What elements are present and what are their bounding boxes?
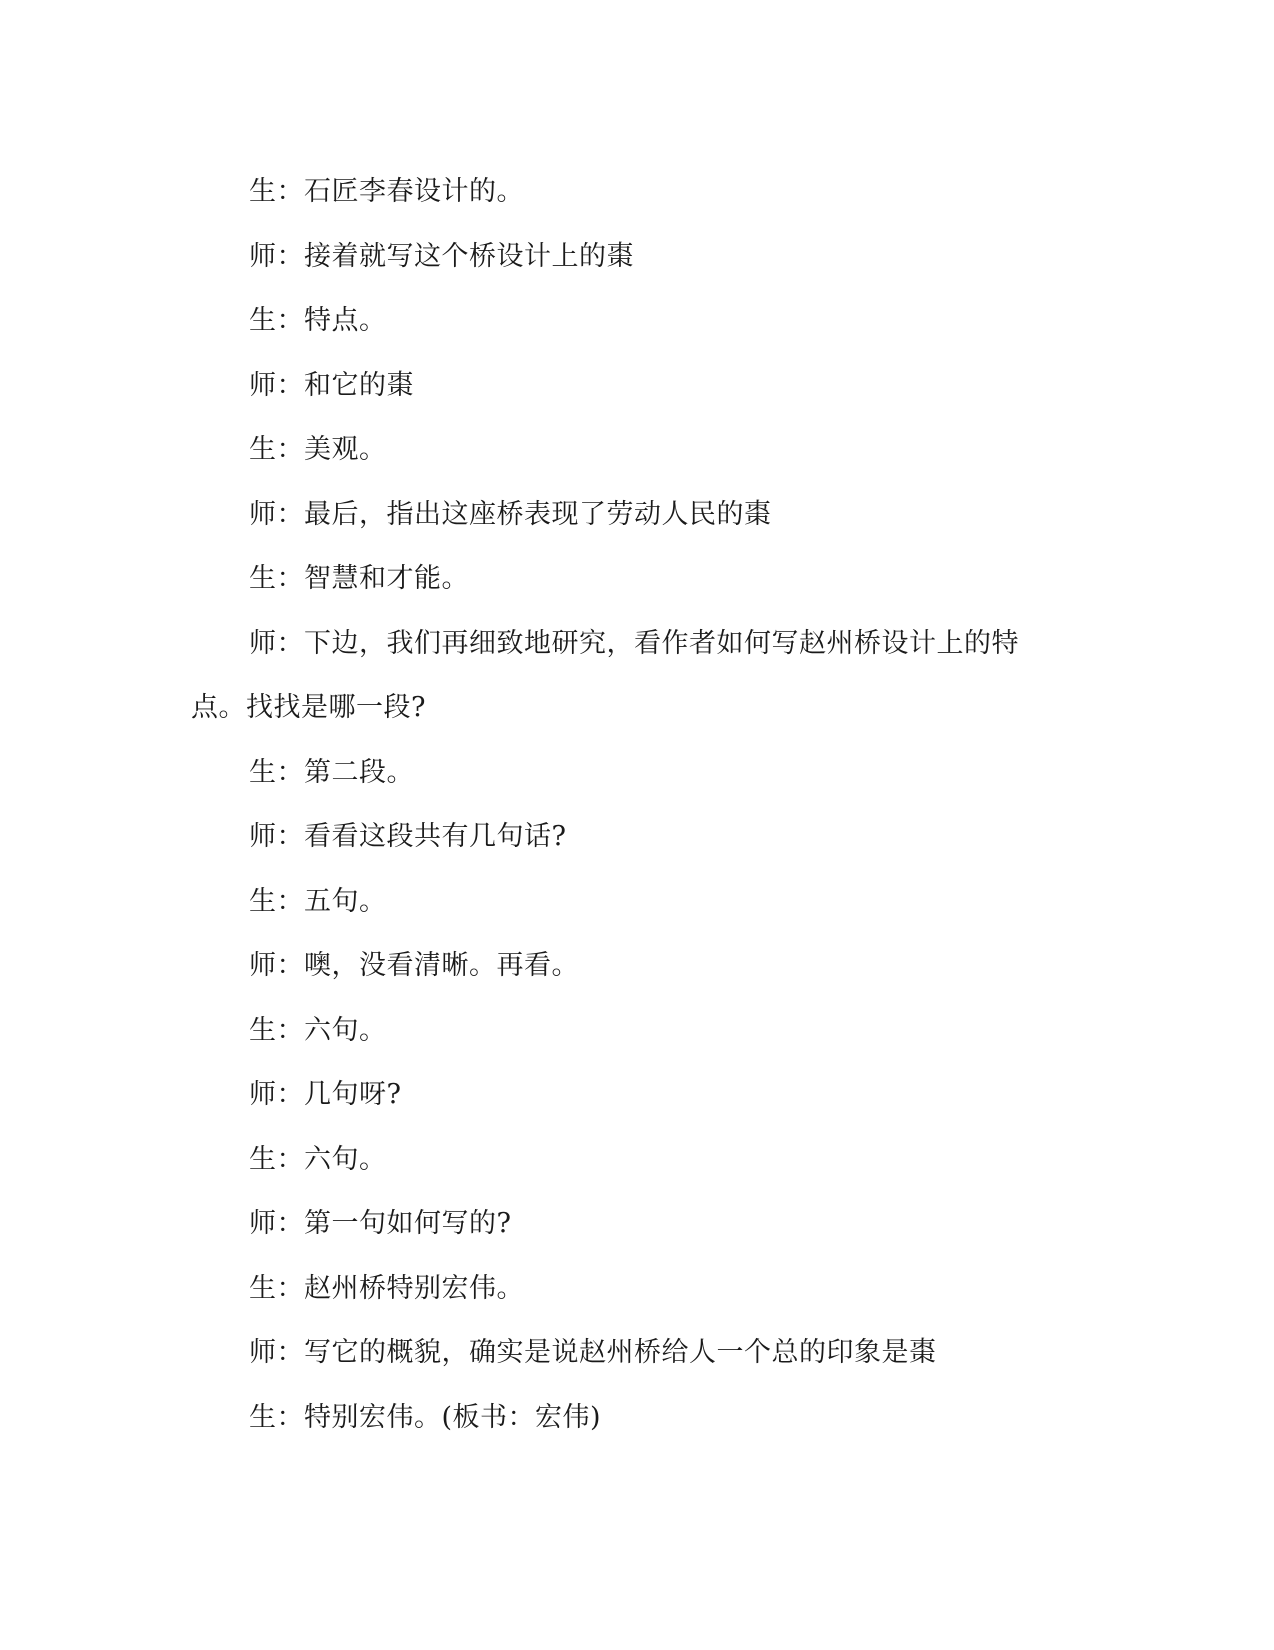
dialogue-line: 师：看看这段共有几句话?: [249, 821, 567, 852]
dialogue-line: 生：六句。: [249, 1143, 387, 1175]
dialogue-line-continuation: 点。找找是哪一段?: [191, 692, 426, 723]
dialogue-line: 师：写它的概貌，确实是说赵州桥给人一个总的印象是棗: [249, 1337, 937, 1368]
dialogue-line: 生：五句。: [249, 885, 387, 917]
dialogue-line: 生：特别宏伟。(板书：宏伟): [249, 1401, 602, 1433]
dialogue-line: 生：特点。: [249, 305, 387, 336]
dialogue-line: 师：第一句如何写的?: [249, 1208, 512, 1239]
document-body: [191, 160, 1071, 1450]
dialogue-line: 生：石匠李春设计的。: [249, 176, 524, 207]
dialogue-line: 生：智慧和才能。: [249, 563, 469, 594]
dialogue-line: 师：最后，指出这座桥表现了劳动人民的棗: [249, 498, 772, 530]
dialogue-line: 师：和它的棗: [249, 369, 414, 401]
dialogue-line: 师：接着就写这个桥设计上的棗: [249, 240, 634, 272]
dialogue-line: 师：几句呀?: [249, 1079, 402, 1110]
dialogue-line: 生：第二段。: [249, 756, 414, 788]
dialogue-line: 生：美观。: [249, 434, 387, 465]
dialogue-line: 师：噢，没看清晰。再看。: [249, 950, 579, 981]
dialogue-line: 生：赵州桥特别宏伟。: [249, 1272, 524, 1304]
dialogue-line: 生：六句。: [249, 1014, 387, 1046]
dialogue-line: 师：下边，我们再细致地研究，看作者如何写赵州桥设计上的特: [249, 627, 1019, 659]
